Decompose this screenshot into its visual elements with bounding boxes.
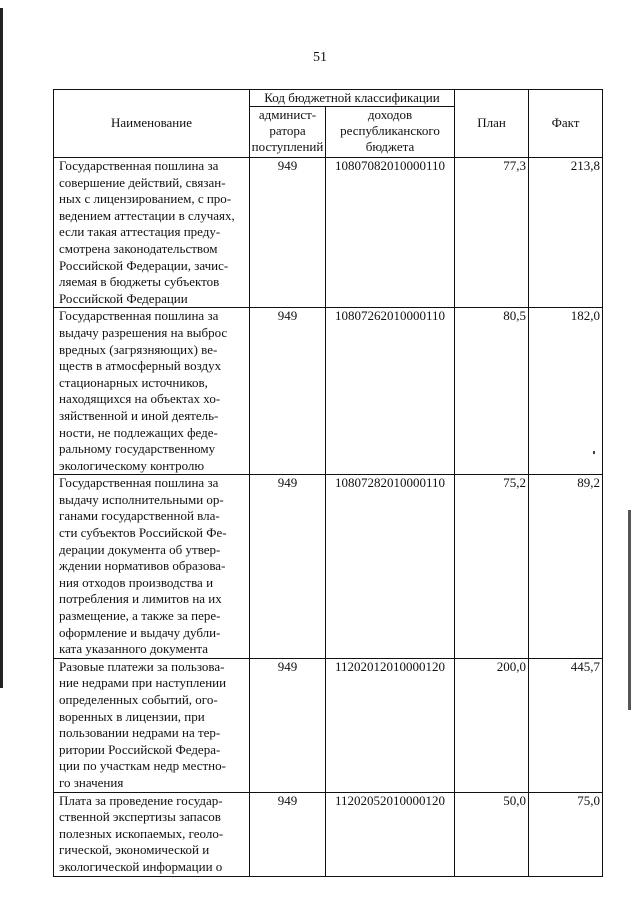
table-body — [54, 158, 603, 877]
table-row — [54, 308, 603, 475]
header-income — [326, 107, 455, 158]
header-fact: Факт — [529, 90, 603, 158]
header-income-line: бюджета — [365, 139, 415, 154]
row-name-line: Плата за проведение государ- — [59, 792, 223, 808]
row-name-line: Государственная пошлина за — [59, 308, 219, 324]
row-fact: 213,8 — [529, 158, 603, 308]
table-row — [54, 658, 603, 792]
row-name-line: размещение, а также за пере- — [59, 608, 221, 624]
row-name-line: совершение действий, связан- — [59, 174, 226, 190]
header-income-line: республиканского — [340, 123, 440, 138]
header-admin — [250, 107, 326, 158]
row-name-line: ведением аттестации в случаях, — [59, 207, 235, 223]
header-plan: План — [455, 90, 529, 158]
row-name — [54, 658, 250, 792]
header-admin-line: ратора — [269, 123, 306, 138]
row-income-code: 11202052010000120 — [326, 792, 455, 876]
row-name-line: Российской Федерации — [59, 290, 188, 306]
row-name — [54, 792, 250, 876]
row-plan: 80,5 — [455, 308, 529, 475]
row-name-line: выдачу разрешения на выброс — [59, 324, 228, 340]
row-name-line: ляемая в бюджеты субъектов — [59, 274, 220, 290]
row-name-line: ритории Российской Федера- — [59, 741, 221, 757]
row-name-line: выдачу исполнительными ор- — [59, 491, 224, 507]
row-name-line: ждении нормативов образова- — [59, 558, 226, 574]
row-income-code: 10807082010000110 — [326, 158, 455, 308]
header-name: Наименование — [54, 90, 250, 158]
row-name-line: экологическому контролю — [59, 457, 205, 473]
row-name — [54, 158, 250, 308]
row-admin-code: 949 — [250, 308, 326, 475]
row-name-line: ществ в атмосферный воздух — [59, 358, 222, 374]
row-name-line: сти субъектов Российской Фе- — [59, 525, 227, 541]
row-name-line: Государственная пошлина за — [59, 475, 219, 491]
row-name-line: ности, не подлежащих феде- — [59, 424, 218, 440]
row-name-line: смотрена законодательством — [59, 240, 218, 256]
row-name-line: го значения — [59, 774, 124, 790]
row-name-line: вредных (загрязняющих) ве- — [59, 341, 218, 357]
budget-table — [53, 89, 603, 877]
row-name-line: ственной экспертизы запасов — [59, 809, 221, 825]
row-admin-code: 949 — [250, 475, 326, 659]
table-row — [54, 475, 603, 659]
row-name-line: воренных в лицензии, при — [59, 708, 205, 724]
row-plan: 77,3 — [455, 158, 529, 308]
row-income-code: 11202012010000120 — [326, 658, 455, 792]
page-number: 51 — [313, 50, 327, 65]
row-name-line: ции по участкам недр местно- — [59, 758, 226, 774]
row-name-line: ката указанного документа — [59, 641, 209, 657]
row-name-line: экологической информации о — [59, 858, 223, 874]
scan-edge-right — [628, 510, 631, 710]
scan-edge-left — [0, 8, 3, 688]
row-name-line: Государственная пошлина за — [59, 158, 219, 173]
header-row-1 — [54, 90, 603, 107]
row-name-line: ганами государственной вла- — [59, 508, 220, 524]
row-name-line: если такая аттестация преду- — [59, 224, 221, 240]
row-name-line: ние недрами при наступлении — [59, 675, 227, 691]
row-name-line: Разовые платежи за пользова- — [59, 658, 225, 674]
row-name-line: ральному государственному — [59, 441, 216, 457]
row-name-line: оформление и выдачу дубли- — [59, 624, 221, 640]
row-name-line: ных с лицензированием, с про- — [59, 191, 232, 207]
row-admin-code: 949 — [250, 792, 326, 876]
row-name-line: находящихся на объектах хо- — [59, 391, 221, 407]
row-name — [54, 308, 250, 475]
row-admin-code: 949 — [250, 658, 326, 792]
row-admin-code: 949 — [250, 158, 326, 308]
row-name-line: стационарных источников, — [59, 374, 208, 390]
header-admin-line: админист- — [258, 107, 317, 122]
row-fact: 89,2 — [529, 475, 603, 659]
row-name-line: зяйственной и иной деятель- — [59, 407, 219, 423]
row-name-line: полезных ископаемых, геоло- — [59, 825, 224, 841]
row-name-line: Российской Федерации, зачис- — [59, 257, 229, 273]
header-admin-line: поступлений — [251, 139, 324, 154]
table-row — [54, 158, 603, 308]
row-name-line: гической, экономической и — [59, 842, 210, 858]
row-income-code: 10807262010000110 — [326, 308, 455, 475]
row-plan: 75,2 — [455, 475, 529, 659]
row-fact: 75,0 — [529, 792, 603, 876]
row-name-line: пользовании недрами на тер- — [59, 725, 221, 741]
row-income-code: 10807282010000110 — [326, 475, 455, 659]
header-code-group: Код бюджетной классификации — [250, 90, 455, 107]
row-plan: 200,0 — [455, 658, 529, 792]
row-name-line: дерации документа об утвер- — [59, 541, 221, 557]
row-name-line: определенных событий, ого- — [59, 692, 218, 707]
row-name-line: ния отходов производства и — [59, 574, 214, 590]
row-plan: 50,0 — [455, 792, 529, 876]
row-name-line: потребления и лимитов на их — [59, 591, 222, 607]
row-fact: 182,0 — [529, 308, 603, 475]
row-fact: 445,7 — [529, 658, 603, 792]
row-name — [54, 475, 250, 659]
header-income-line: доходов — [367, 107, 413, 122]
table-row — [54, 792, 603, 876]
